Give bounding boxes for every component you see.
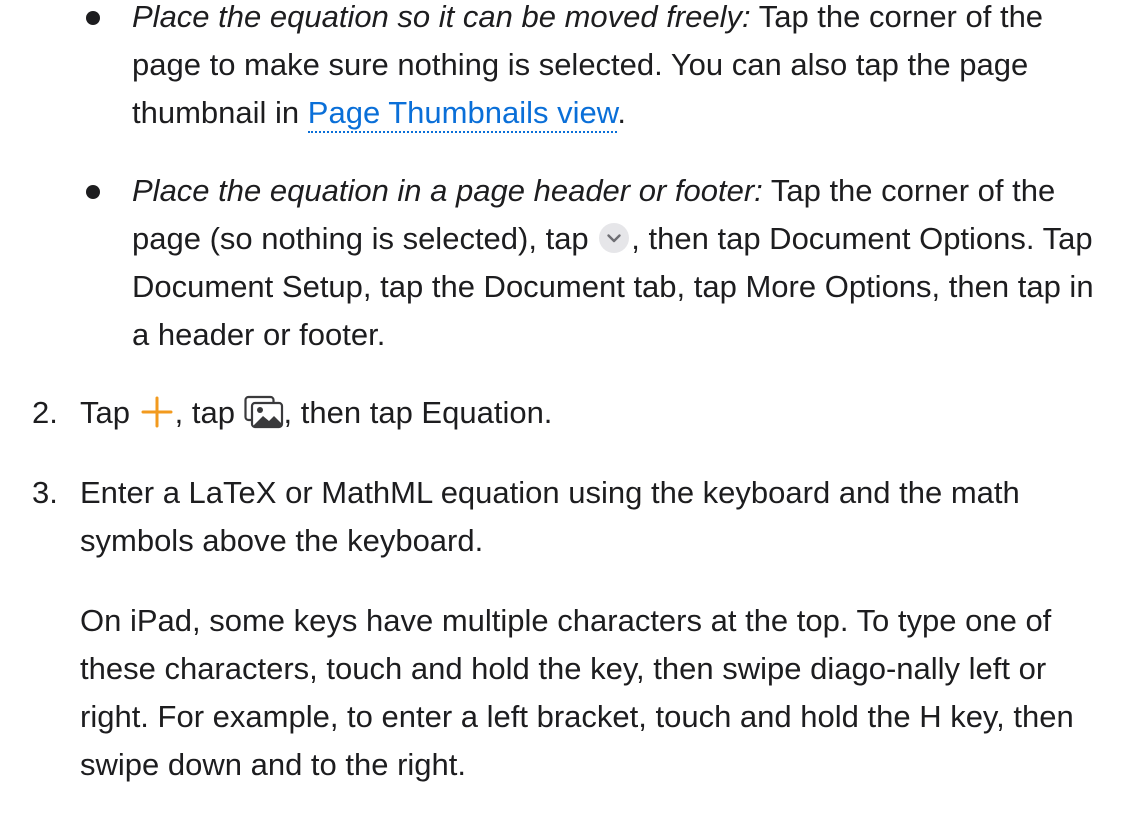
chevron-down-circle-icon (599, 223, 629, 253)
bullet-dot (86, 11, 100, 25)
step-2 (0, 389, 1100, 437)
steps-list (0, 389, 1141, 789)
bullet-text: Tap the corner of the page (so nothing is selected), tap (132, 173, 1056, 256)
plus-icon (139, 394, 175, 430)
step-text-part: Tap (80, 395, 139, 430)
page-thumbnails-view-link[interactable]: Page Thumbnails view (308, 95, 618, 133)
bullet-lead: Place the equation in a page header or footer: (132, 173, 763, 208)
step-text: Enter a LaTeX or MathML equation using the keyboard and the math symbols above the keyboard. (80, 475, 1020, 558)
media-icon (244, 394, 284, 430)
bullet-text: Tap the corner of the page to make sure nothing is selected. You can also tap the page thumbnail in (132, 0, 1044, 130)
step-number: 2. (32, 395, 58, 430)
step-text-part: , tap (174, 395, 244, 430)
step-text (80, 389, 1100, 437)
step-note: On iPad, some keys have multiple characters at the top. To type one of these characters, touch and hold the key, then swipe diago-nally left or right. For example, to enter a left bracket, touch and hold the H key, then swipe down and to the right. (80, 603, 1074, 782)
bullet-header-footer (132, 167, 1102, 359)
bullet-move-freely (132, 0, 1102, 137)
step-text-part: , then tap Equation. (283, 395, 553, 430)
step-3 (0, 469, 1100, 789)
bullet-text-after: , then tap Document Options. Tap Document Setup, tap the Document tab, tap More Options, then tap in a header or footer. (132, 221, 1094, 352)
bullet-lead: Place the equation so it can be moved freely: (132, 0, 751, 34)
step-number: 3. (32, 475, 58, 510)
bullet-dot (86, 185, 100, 199)
bullet-text-after: . (617, 95, 627, 130)
placement-options-list (0, 0, 1102, 359)
